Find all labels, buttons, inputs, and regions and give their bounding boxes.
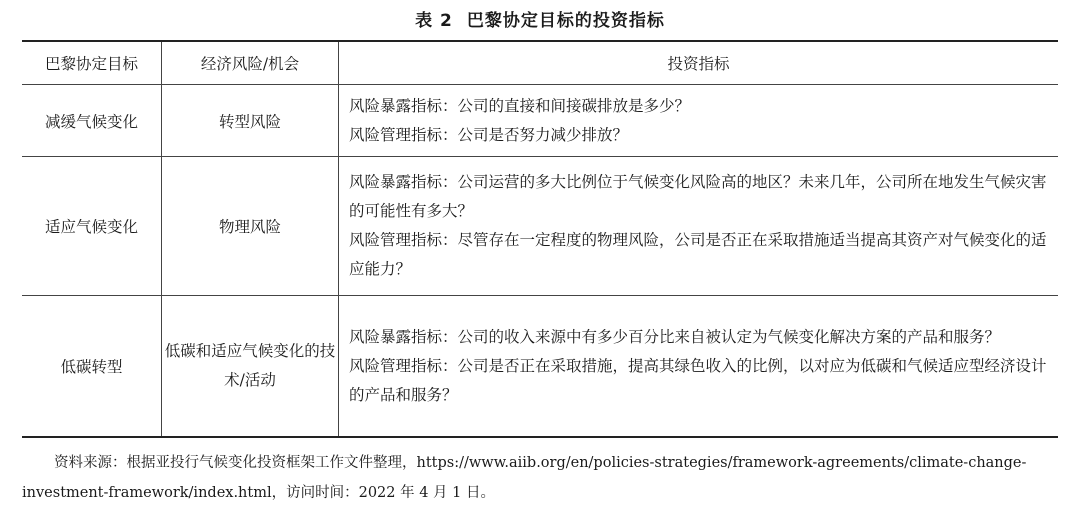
goal-cell: 减缓气候变化 [22,85,162,157]
header-risk: 经济风险/机会 [162,41,339,85]
table-row [22,85,1058,157]
management-indicator: 风险管理指标：公司是否正在采取措施，提高其绿色收入的比例，以对应为低碳和气候适应型经济设计的产品和服务？ [349,356,1047,404]
table-caption [0,6,1080,31]
risk-cell: 转型风险 [162,85,339,157]
header-indicators: 投资指标 [339,41,1059,85]
goal-cell: 低碳转型 [22,296,162,438]
management-indicator: 风险管理指标：公司是否努力减少排放？ [349,125,629,144]
exposure-indicator: 风险暴露指标：公司的直接和间接碳排放是多少？ [349,96,691,115]
indicators-cell [339,85,1059,157]
investment-indicators-table [22,40,1058,438]
indicators-cell [339,157,1059,296]
goal-cell: 适应气候变化 [22,157,162,296]
exposure-indicator: 风险暴露指标：公司运营的多大比例位于气候变化风险高的地区？未来几年，公司所在地发生气候灾害的可能性有多大？ [349,173,1047,220]
header-goal: 巴黎协定目标 [22,41,162,85]
risk-cell: 物理风险 [162,157,339,296]
table-row [22,296,1058,438]
risk-cell: 低碳和适应气候变化的技术/活动 [162,296,339,438]
table-number: 表 2 [415,11,453,31]
management-indicator: 风险管理指标：尽管存在一定程度的物理风险，公司是否正在采取措施适当提高其资产对气候变化的适应能力？ [349,231,1047,278]
exposure-indicator: 风险暴露指标：公司的收入来源中有多少百分比来自被认定为气候变化解决方案的产品和服务？ [349,327,1001,346]
source-note: 资料来源：根据亚投行气候变化投资框架工作文件整理，https://www.aiib.org/en/policies-strategies/framework-agreements/climate-change-investment-framework/index.html，访问时间：2022 年 4 月 1 日。 [22,455,1027,501]
table-header-row [22,41,1058,85]
indicators-cell [339,296,1059,438]
table-title: 巴黎协定目标的投资指标 [466,11,665,31]
table-row [22,157,1058,296]
